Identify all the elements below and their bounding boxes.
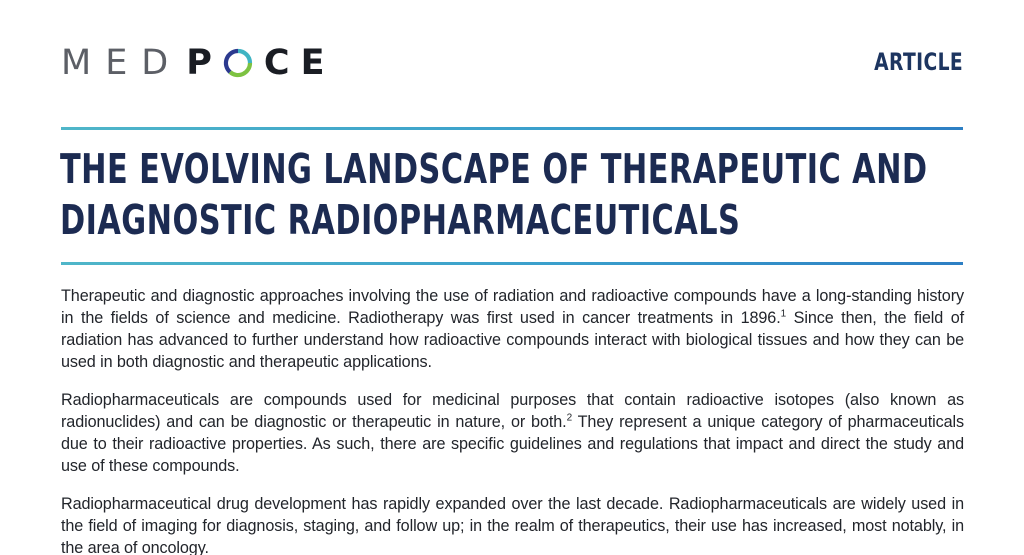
logo-letter-p: P [186,42,223,83]
paragraph-1-text-a: Therapeutic and diagnostic approaches involving the use of radiation and radioactive compounds have a long-standing history in the fields of science and medicine. Radiotherapy was first used in cancer treatments in 1896. [61,287,964,327]
logo-text-med: MED [61,42,183,83]
footnote-ref-1: 1 [780,308,787,320]
paragraph-1 [61,285,964,373]
article-body [61,285,964,555]
article-title [60,144,933,246]
title-line-1: THE EVOLVING LANDSCAPE OF THERAPEUTIC AND [60,145,928,193]
paragraph-1-text-b: Since then, the field of radiation has advanced to further understand how radioactive compounds interact with biological tissues and how they can be used in both diagnostic and therapeutic applications. [61,309,964,371]
divider-top [61,127,963,130]
logo-ring-icon [223,48,253,78]
medpace-logo [61,40,336,86]
divider-bottom [61,262,963,265]
logo-letters-ce: CE [263,42,336,83]
logo-text-pace [186,42,336,83]
footnote-ref-2: 2 [566,412,573,424]
paragraph-2 [61,389,964,477]
title-line-2: DIAGNOSTIC RADIOPHARMACEUTICALS [60,196,741,244]
paragraph-2-text-b: They represent a unique category of pharmaceuticals due to their radioactive properties. As such, there are specific guidelines and regulations that impact and direct the study and use of these compounds. [61,413,964,475]
paragraph-2-text-a: Radiopharmaceuticals are compounds used for medicinal purposes that contain radioactive isotopes (also known as radionuclides) and can be diagnostic or therapeutic in nature, or both. [61,391,964,431]
paragraph-3: Radiopharmaceutical drug development has rapidly expanded over the last decade. Radiopharmaceuticals are widely used in the field of imaging for diagnosis, staging, and follow up; in the realm of therapeutics, their use has increased, most notably, in the area of oncology. [61,495,964,555]
category-label: ARTICLE [874,48,963,76]
